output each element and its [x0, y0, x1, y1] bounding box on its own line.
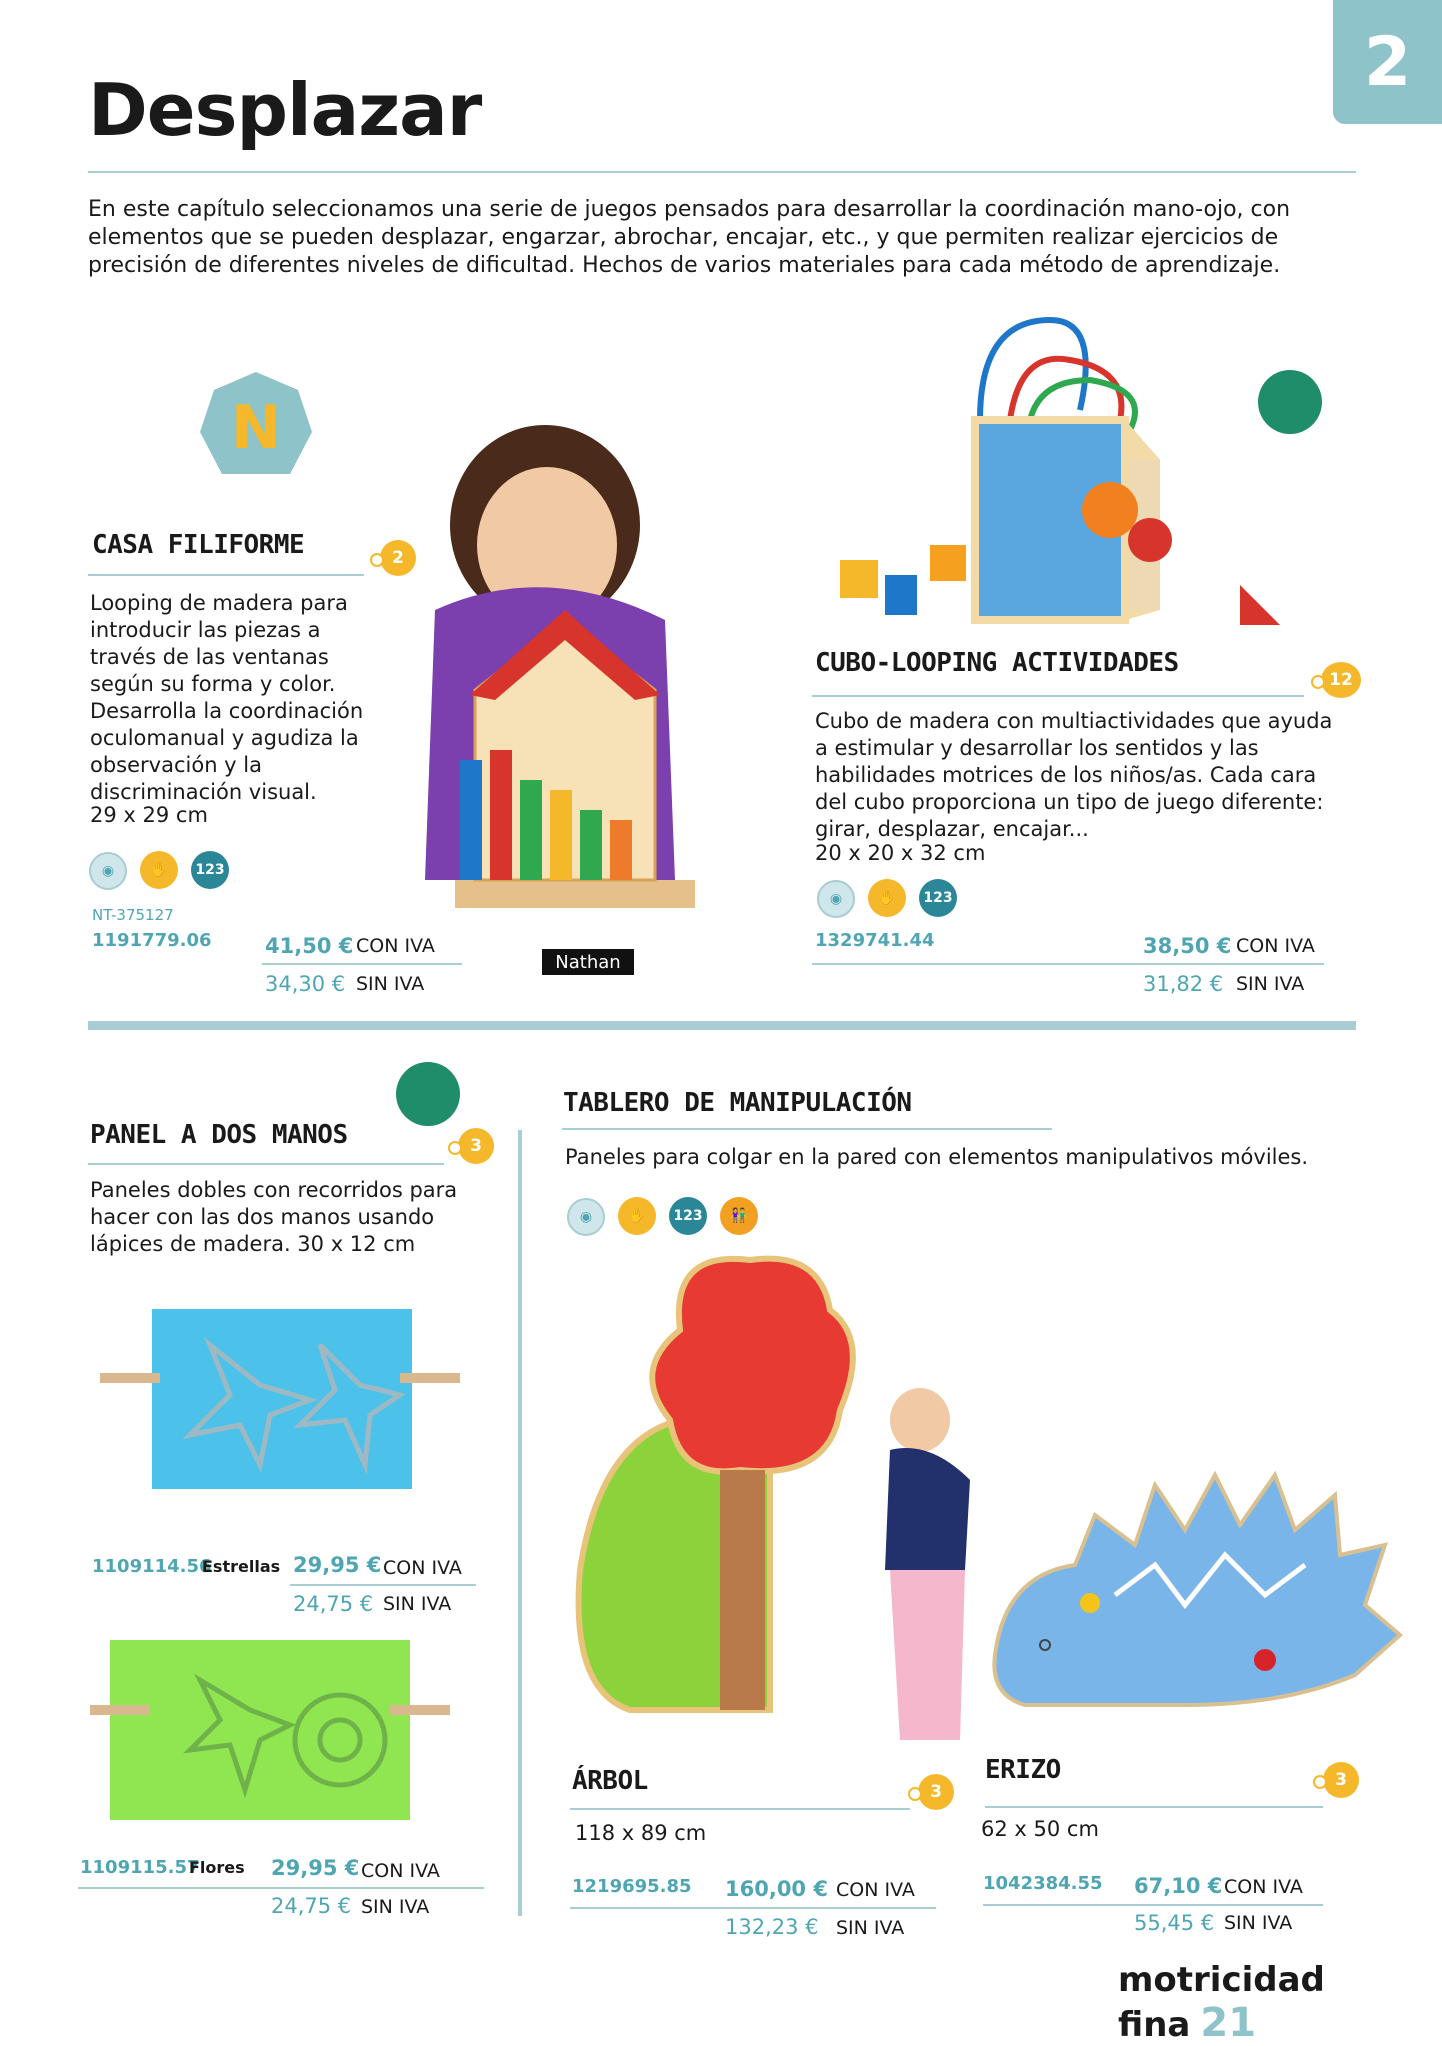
age-badge-icon [1321, 662, 1361, 698]
panel-estrellas-sin-iva: SIN IVA [383, 1593, 452, 1615]
cubo-sin-iva: SIN IVA [1236, 973, 1305, 995]
eye-icon: ◉ [89, 852, 127, 890]
panel-flores-price-sin: 24,75 € [271, 1894, 352, 1918]
arbol-price-sin: 132,23 € [725, 1915, 819, 1939]
cubo-title-rule [812, 695, 1304, 697]
cubo-image [830, 310, 1300, 650]
erizo-price-con: 67,10 € [1134, 1874, 1223, 1898]
panel-flores-con-iva: CON IVA [361, 1860, 440, 1882]
erizo-age: 3 [1335, 1770, 1347, 1790]
casa-size: 29 x 29 cm [90, 803, 208, 827]
panel-estrellas-con-iva: CON IVA [383, 1557, 462, 1579]
nathan-badge [198, 370, 314, 482]
panel-flores-price-con: 29,95 € [271, 1856, 360, 1880]
panel-flores-name: Flores [189, 1858, 245, 1877]
arbol-con-iva: CON IVA [836, 1879, 915, 1901]
cubo-description: Cubo de madera con multiactividades que ayuda a estimular y desarrollar los sentidos y las habilidades motrices de los niños/as. Cada cara del cubo proporciona un tipo de juego diferente: girar, desplazar, encajar... [815, 709, 1333, 841]
casa-code: 1191779.06 [92, 930, 212, 951]
tablero-title: TABLERO DE MANIPULACIÓN [563, 1088, 912, 1118]
numbers-icon-label: 123 [673, 1208, 703, 1224]
kids-icon: 👫 [720, 1197, 758, 1235]
arbol-price-con: 160,00 € [725, 1877, 828, 1901]
casa-price-rule [262, 963, 462, 965]
intro-text: En este capítulo seleccionamos una serie de juegos pensados para desarrollar la coordinación mano-ojo, con elementos que se pueden desplazar, engarzar, abrochar, encajar, etc., y que permiten realizar ejercicios de precisión de diferentes niveles de dificultad. Hechos de varios materiales para cada método de aprendizaje. [88, 197, 1291, 278]
arbol-price-rule [570, 1907, 936, 1909]
casa-age: 2 [392, 548, 404, 568]
cubo-con-iva: CON IVA [1236, 935, 1315, 957]
casa-image [375, 410, 710, 910]
nathan-badge-letter: N [230, 393, 282, 463]
eco-hand-icon [1258, 370, 1322, 434]
erizo-sin-iva: SIN IVA [1224, 1912, 1293, 1934]
erizo-con-iva: CON IVA [1224, 1876, 1303, 1898]
section-divider [88, 1021, 1356, 1030]
arbol-title: ÁRBOL [572, 1766, 648, 1796]
tablero-description: Paneles para colgar en la pared con elementos manipulativos móviles. [565, 1145, 1309, 1169]
cubo-price-sin: 31,82 € [1143, 972, 1224, 996]
panel-estrellas-price-con: 29,95 € [293, 1553, 382, 1577]
age-badge-icon [1323, 1762, 1359, 1798]
panel-description: Paneles dobles con recorridos para hacer con las dos manos usando lápices de madera. 30 x 12 cm [90, 1178, 458, 1256]
title-rule [88, 171, 1356, 173]
chapter-tab [1333, 0, 1442, 124]
page-title: Desplazar [88, 68, 482, 152]
nathan-logo [542, 949, 634, 975]
casa-title-rule [88, 574, 364, 576]
panel-flores-sin-iva: SIN IVA [361, 1896, 430, 1918]
panel-flores-image [80, 1630, 460, 1830]
arbol-code: 1219695.85 [572, 1876, 692, 1897]
eco-hand-icon [396, 1062, 460, 1126]
erizo-price-rule [983, 1904, 1323, 1906]
panel-estrellas-rule [290, 1584, 476, 1586]
panel-flores-rule [78, 1887, 484, 1889]
tablero-title-rule [562, 1128, 1052, 1130]
chapter-number: 2 [1363, 22, 1412, 102]
numbers-icon [669, 1197, 707, 1235]
hand-icon: ✋ [140, 851, 178, 889]
arbol-title-rule [570, 1808, 910, 1810]
footer-section: motricidad fina [1118, 1960, 1325, 2045]
nathan-logo-text: Nathan [555, 951, 621, 973]
age-badge-icon [458, 1128, 494, 1164]
erizo-size: 62 x 50 cm [981, 1817, 1099, 1841]
cubo-age: 12 [1329, 670, 1353, 690]
erizo-image [985, 1455, 1405, 1715]
arbol-image [570, 1250, 1010, 1750]
hand-icon: ✋ [618, 1197, 656, 1235]
eye-icon: ◉ [567, 1198, 605, 1236]
page-footer [1118, 1960, 1442, 2046]
erizo-title-rule [985, 1806, 1323, 1808]
arbol-age: 3 [930, 1782, 942, 1802]
panel-flores-code: 1109115.57 [80, 1857, 200, 1878]
arbol-sin-iva: SIN IVA [836, 1917, 905, 1939]
age-badge-icon [918, 1774, 954, 1810]
cubo-code: 1329741.44 [815, 930, 935, 951]
casa-sin-iva: SIN IVA [356, 973, 425, 995]
panel-estrellas-name: Estrellas [202, 1557, 281, 1576]
numbers-icon-label: 123 [195, 862, 225, 878]
eye-icon: ◉ [817, 880, 855, 918]
panel-estrellas-image [90, 1305, 470, 1495]
cubo-price-con: 38,50 € [1143, 934, 1232, 958]
column-divider [518, 1130, 522, 1916]
casa-ref: NT-375127 [92, 906, 174, 924]
panel-title-rule [88, 1163, 444, 1165]
casa-price-con: 41,50 € [265, 934, 354, 958]
casa-title: CASA FILIFORME [92, 530, 305, 560]
panel-estrellas-code: 1109114.56 [92, 1556, 212, 1577]
panel-estrellas-price-sin: 24,75 € [293, 1592, 374, 1616]
erizo-price-sin: 55,45 € [1134, 1911, 1215, 1935]
casa-description: Looping de madera para introducir las piezas a través de las ventanas según su forma y color. Desarrolla la coordinación oculomanual y agudiza la observación y la discriminación visual. [90, 591, 364, 804]
casa-con-iva: CON IVA [356, 935, 435, 957]
numbers-icon-label: 123 [923, 890, 953, 906]
casa-price-sin: 34,30 € [265, 972, 346, 996]
cubo-size: 20 x 20 x 32 cm [815, 841, 986, 865]
cubo-title: CUBO-LOOPING ACTIVIDADES [815, 648, 1179, 678]
erizo-title: ERIZO [985, 1755, 1061, 1785]
hand-icon: ✋ [868, 879, 906, 917]
page-number: 21 [1200, 2000, 1257, 2046]
numbers-icon [919, 879, 957, 917]
panel-age: 3 [470, 1136, 482, 1156]
arbol-size: 118 x 89 cm [575, 1821, 707, 1845]
cubo-price-rule [812, 963, 1324, 965]
panel-title: PANEL A DOS MANOS [90, 1120, 348, 1150]
numbers-icon [191, 851, 229, 889]
erizo-code: 1042384.55 [983, 1873, 1103, 1894]
